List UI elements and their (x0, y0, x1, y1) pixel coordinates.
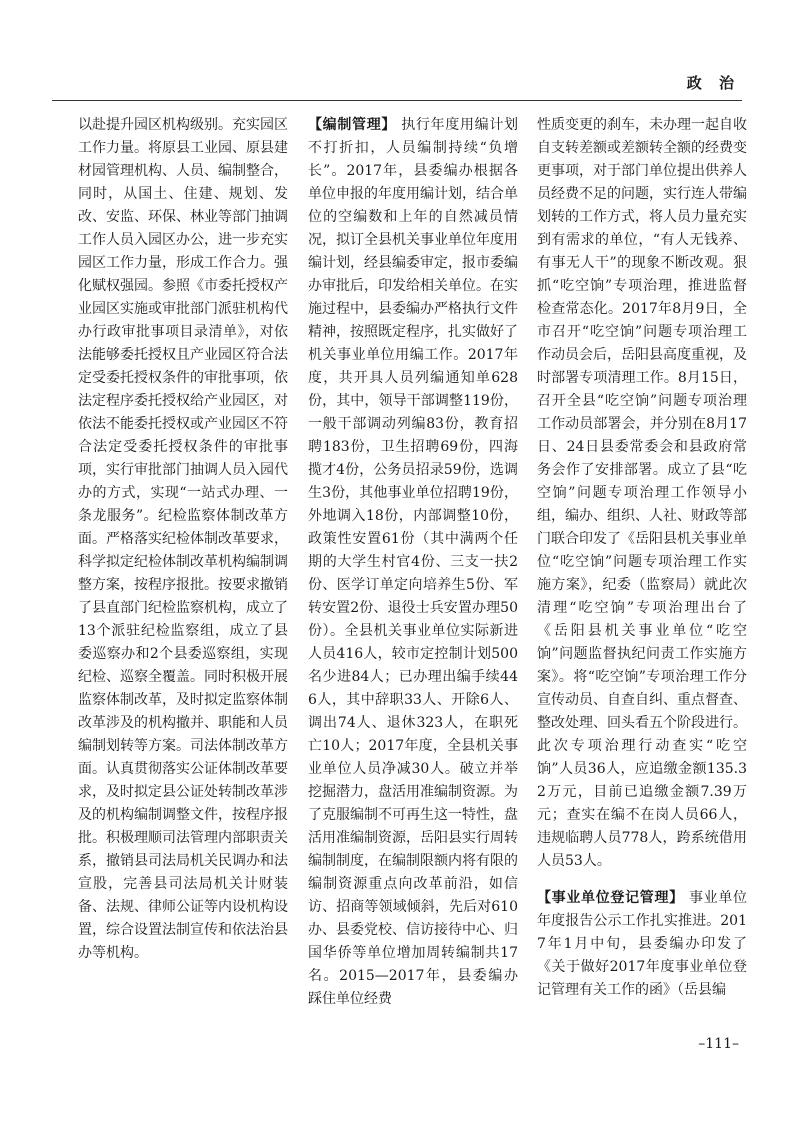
text-column-3 (537, 114, 747, 1002)
section-heading-registration: 【事业单位登记管理】 (537, 890, 684, 906)
section-title: 政 治 (686, 74, 740, 92)
paragraph (308, 114, 518, 1011)
paragraph-body: 执行年度用编计划不打折扣，人员编制持续“负增长”。2017年，县委编办根据各单位申报的年度用编计划，结合单位的空编数和上年的自然减员情况，拟订全县机关事业单位年度用编计划，经县编委审定，报市委编办审批后，印发给相关单位。在实施过程中，县委编办严格执行文件精神，按照既定程序，扎实做好了机关事业单位用编工作。2017年度，共开具人员列编通知单628份，其中，领导干部调整119份，一般干部调动列编83份，教育招聘183份，卫生招聘69份，四海揽才4份，公务员招录59份，选调生3份，其他事业单位招聘19份，外地调入18份，内部调整10份，政策性安置61份（其中满两个任期的大学生村官4份、三支一扶2份、医学订单定向培养生5份、军转安置2份、退役士兵安置办理50份）。全县机关事业单位实际新进人员416人，较市定控制计划500名少进84人；已办理出编手续446人，其中辞职33人、开除6人、调出74人、退休323人，在职死亡10人；2017年度，全县机关事业单位人员净减30人。破立并举挖掘潜力，盘活用准编制资源。为了克服编制不可再生这一特性，盘活用准编制资源，岳阳县实行周转编制制度，在编制限额内将有限的编制资源重点向改革前沿，如信访、招商等领域倾斜，先后对610办、县委党校、信访接待中心、归国华侨等单位增加周转编制共17名。2015—2017年，县委编办踩住单位经费 (308, 117, 518, 1007)
text-column-2 (308, 114, 518, 1011)
running-head (52, 66, 742, 101)
paragraph-body: 事业单位年度报告公示工作扎实推进。2017年1月中旬，县委编办印发了《关于做好2017年度事业单位登记管理有关工作的函》（岳县编 (537, 890, 748, 998)
paragraph: 性质变更的刹车，未办理一起自收自支转差额或差额转全额的经费变更事项，对于部门单位提出供养人员经费不足的问题，实行连人带编划转的工作方式，将人员力量充实到有需求的单位，“有人无钱养、有事无人干”的现象不断改观。狠抓“吃空饷”专项治理，推进监督检查常态化。2017年8月9日，全市召开“吃空饷”问题专项治理工作动员会后，岳阳县高度重视，及时部署专项清理工作。8月15日，召开全县“吃空饷”问题专项治理工作动员部署会，并分别在8月17日、24日县委常委会和县政府常务会作了安排部署。成立了县“吃空饷”问题专项治理工作领导小组，编办、组织、人社、财政等部门联合印发了《岳阳县机关事业单位“吃空饷”问题专项治理工作实施方案》，纪委（监察局）就此次清理“吃空饷”专项治理出台了《岳阳县机关事业单位“吃空饷”问题监督执纪问责工作实施方案》。将“吃空饷”专项治理工作分宣传动员、自查自纠、重点督查、整改处理、回头看五个阶段进行。此次专项治理行动查实“吃空饷”人员36人，应追缴金额135.32万元，目前已追缴金额7.39万元；查实在编不在岗人员66人，违规临聘人员778人，跨系统借用人员53人。 (537, 117, 747, 869)
text-column-1 (78, 114, 288, 965)
paragraph (537, 887, 747, 1002)
section-heading-staffing: 【编制管理】 (308, 117, 397, 133)
paragraph: 以赴提升园区机构级别。充实园区工作力量。将原县工业园、原县建材园管理机构、人员、编制整合，同时，从国土、住建、规划、发改、安监、环保、林业等部门抽调工作人员入园区办公，进一步充实园区工作力量，形成工作合力。强化赋权强园。参照《市委托授权产业园区实施或审批部门派驻机构代办行政审批事项目录清单》，对依法能够委托授权且产业园区符合法定受委托授权条件的审批事项，依法定程序委托授权给产业园区，对依法不能委托授权或产业园区不符合法定受委托授权条件的审批事项，实行审批部门抽调人员入园代办的方式，实现“一站式办理、一条龙服务”。纪检监察体制改革方面。严格落实纪检体制改革要求，科学拟定纪检体制改革机构编制调整方案，按程序报批。按要求撤销了县直部门纪检监察机构，成立了13个派驻纪检监察组，成立了县委巡察办和2个县委巡察组，实现纪检、巡察全覆盖。同时积极开展监察体制改革，及时拟定监察体制改革涉及的机构撤并、职能和人员编制划转等方案。司法体制改革方面。认真贯彻落实公证体制改革要求，及时拟定县公证处转制改革涉及的机构编制调整文件，按程序报批。积极理顺司法管理内部职责关系，撤销县司法局机关民调办和法宣股，完善县司法局机关计财装备、法规、律师公证等内设机构设置，综合设置法制宣传和依法治县办等机构。 (78, 117, 288, 961)
page-number: –111– (698, 1036, 739, 1052)
